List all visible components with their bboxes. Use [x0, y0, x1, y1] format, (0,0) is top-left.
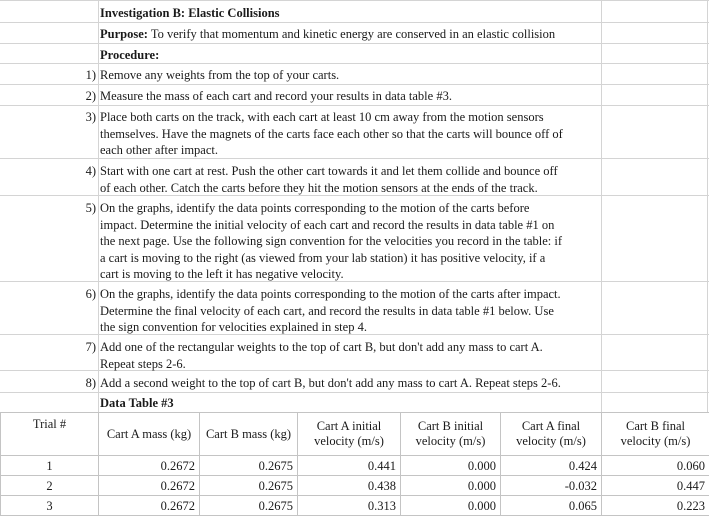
- step-text-line: of each other. Catch the carts before they hit the motion sensors at the ends of the track.: [100, 180, 538, 195]
- table-cell: 0.060: [602, 456, 709, 476]
- column-header-line: velocity (m/s): [415, 434, 486, 448]
- purpose-line: [100, 26, 555, 42]
- table-cell: 2: [1, 476, 99, 496]
- grid-row-line: [0, 84, 709, 85]
- grid-column-line: [707, 0, 708, 412]
- step-number: 4): [85, 164, 96, 178]
- grid-row-line: [0, 105, 709, 106]
- step-text-line: Add one of the rectangular weights to the top of cart B, but don't add any mass to cart A.: [100, 340, 543, 354]
- purpose-text: To verify that momentum and kinetic energy are conserved in an elastic collision: [150, 27, 556, 41]
- grid-row-line: [0, 22, 709, 23]
- step-number: 7): [85, 340, 96, 354]
- step-text-line: a cart is moving to the right (as viewed from your lab station) it has positive velocity, if a: [100, 250, 546, 265]
- grid-row-line: [0, 158, 709, 159]
- column-header-line: velocity (m/s): [516, 434, 586, 448]
- step-number: 3): [85, 110, 96, 124]
- column-header: [298, 413, 401, 456]
- column-header: [602, 413, 709, 456]
- grid-row-line: [0, 43, 709, 44]
- step-text-line: Start with one cart at rest. Push the other cart towards it and let them collide and bounce off: [100, 164, 558, 178]
- column-header-line: velocity (m/s): [314, 434, 384, 448]
- table-header-row: [1, 413, 709, 456]
- table-cell: 0.2672: [99, 476, 200, 496]
- table-cell: 0.065: [501, 496, 602, 516]
- step-text-line: Place both carts on the track, with each cart at least 10 cm away from the motion sensors: [100, 110, 544, 124]
- step-text-line: On the graphs, identify the data points corresponding to the motion of the carts before: [100, 201, 530, 215]
- grid-row-line: [0, 392, 709, 393]
- step-text-line: cart is moving to the left it has negative velocity.: [100, 267, 344, 281]
- table-cell: 0.438: [298, 476, 401, 496]
- step-text-line: Add a second weight to the top of cart B, but don't add any mass to cart A. Repeat steps 2-6.: [100, 376, 561, 390]
- grid-row-line: [0, 63, 709, 64]
- step-number: 1): [85, 68, 96, 82]
- step-text-line: Repeat steps 2-6.: [100, 356, 186, 371]
- table-title: Data Table #3: [100, 396, 174, 410]
- step-text-line: Determine the final velocity of each cart, and record the results in data table #1 below. Use: [100, 303, 554, 318]
- table-row: [1, 496, 709, 516]
- column-header-line: Cart A initial: [316, 419, 382, 433]
- table-row: [1, 456, 709, 476]
- step-number: 6): [85, 287, 96, 301]
- table-cell: 0.000: [401, 496, 501, 516]
- table-cell: 0.441: [298, 456, 401, 476]
- table-cell: 0.000: [401, 476, 501, 496]
- data-table: [0, 412, 709, 516]
- step-number: 5): [85, 201, 96, 215]
- step-text-line: the sign convention for velocities explained in step 4.: [100, 320, 367, 334]
- step-text-line: Measure the mass of each cart and record your results in data table #3.: [100, 89, 452, 103]
- column-header: [401, 413, 501, 456]
- column-header: [1, 413, 99, 456]
- table-cell: -0.032: [501, 476, 602, 496]
- column-header: [99, 413, 200, 456]
- purpose-label: Purpose:: [100, 27, 148, 41]
- procedure-label: Procedure:: [100, 48, 160, 62]
- step-text-line: Remove any weights from the top of your carts.: [100, 68, 340, 82]
- table-cell: 0.2672: [99, 456, 200, 476]
- column-header-line: Cart A final: [521, 419, 581, 433]
- table-cell: 0.223: [602, 496, 709, 516]
- step-text-line: the next page. Use the following sign convention for the velocities you record in the table: if: [100, 234, 563, 248]
- table-cell: 0.313: [298, 496, 401, 516]
- table-cell: 0.000: [401, 456, 501, 476]
- table-cell: 0.2675: [200, 496, 298, 516]
- table-cell: 0.424: [501, 456, 602, 476]
- grid-column-line: [98, 0, 99, 412]
- table-cell: 3: [1, 496, 99, 516]
- table-row: [1, 476, 709, 496]
- step-number: 8): [85, 376, 96, 390]
- table-cell: 1: [1, 456, 99, 476]
- column-header-line: Cart B final: [625, 419, 685, 433]
- table-cell: 0.2675: [200, 456, 298, 476]
- step-text-line: themselves. Have the magnets of the carts face each other so that the carts will bounce off of: [100, 126, 563, 141]
- grid-column-line: [601, 0, 602, 412]
- column-header-line: Trial #: [32, 417, 67, 431]
- step-text-line: impact. Determine the initial velocity of each cart and record the results in data table #1 on: [100, 217, 555, 232]
- page-title: Investigation B: Elastic Collisions: [100, 6, 280, 20]
- column-header-line: Cart A mass (kg): [106, 426, 192, 441]
- table-cell: 0.447: [602, 476, 709, 496]
- column-header-line: velocity (m/s): [620, 434, 691, 448]
- step-text-line: On the graphs, identify the data points corresponding to the motion of the carts after impact.: [100, 287, 561, 301]
- table-cell: 0.2675: [200, 476, 298, 496]
- column-header: [501, 413, 602, 456]
- column-header-line: Cart B mass (kg): [205, 426, 292, 441]
- step-text-line: each other after impact.: [100, 143, 218, 157]
- column-header: [200, 413, 298, 456]
- grid-row-line: [0, 0, 709, 1]
- column-header-line: Cart B initial: [417, 419, 484, 433]
- table-cell: 0.2672: [99, 496, 200, 516]
- step-number: 2): [85, 89, 96, 103]
